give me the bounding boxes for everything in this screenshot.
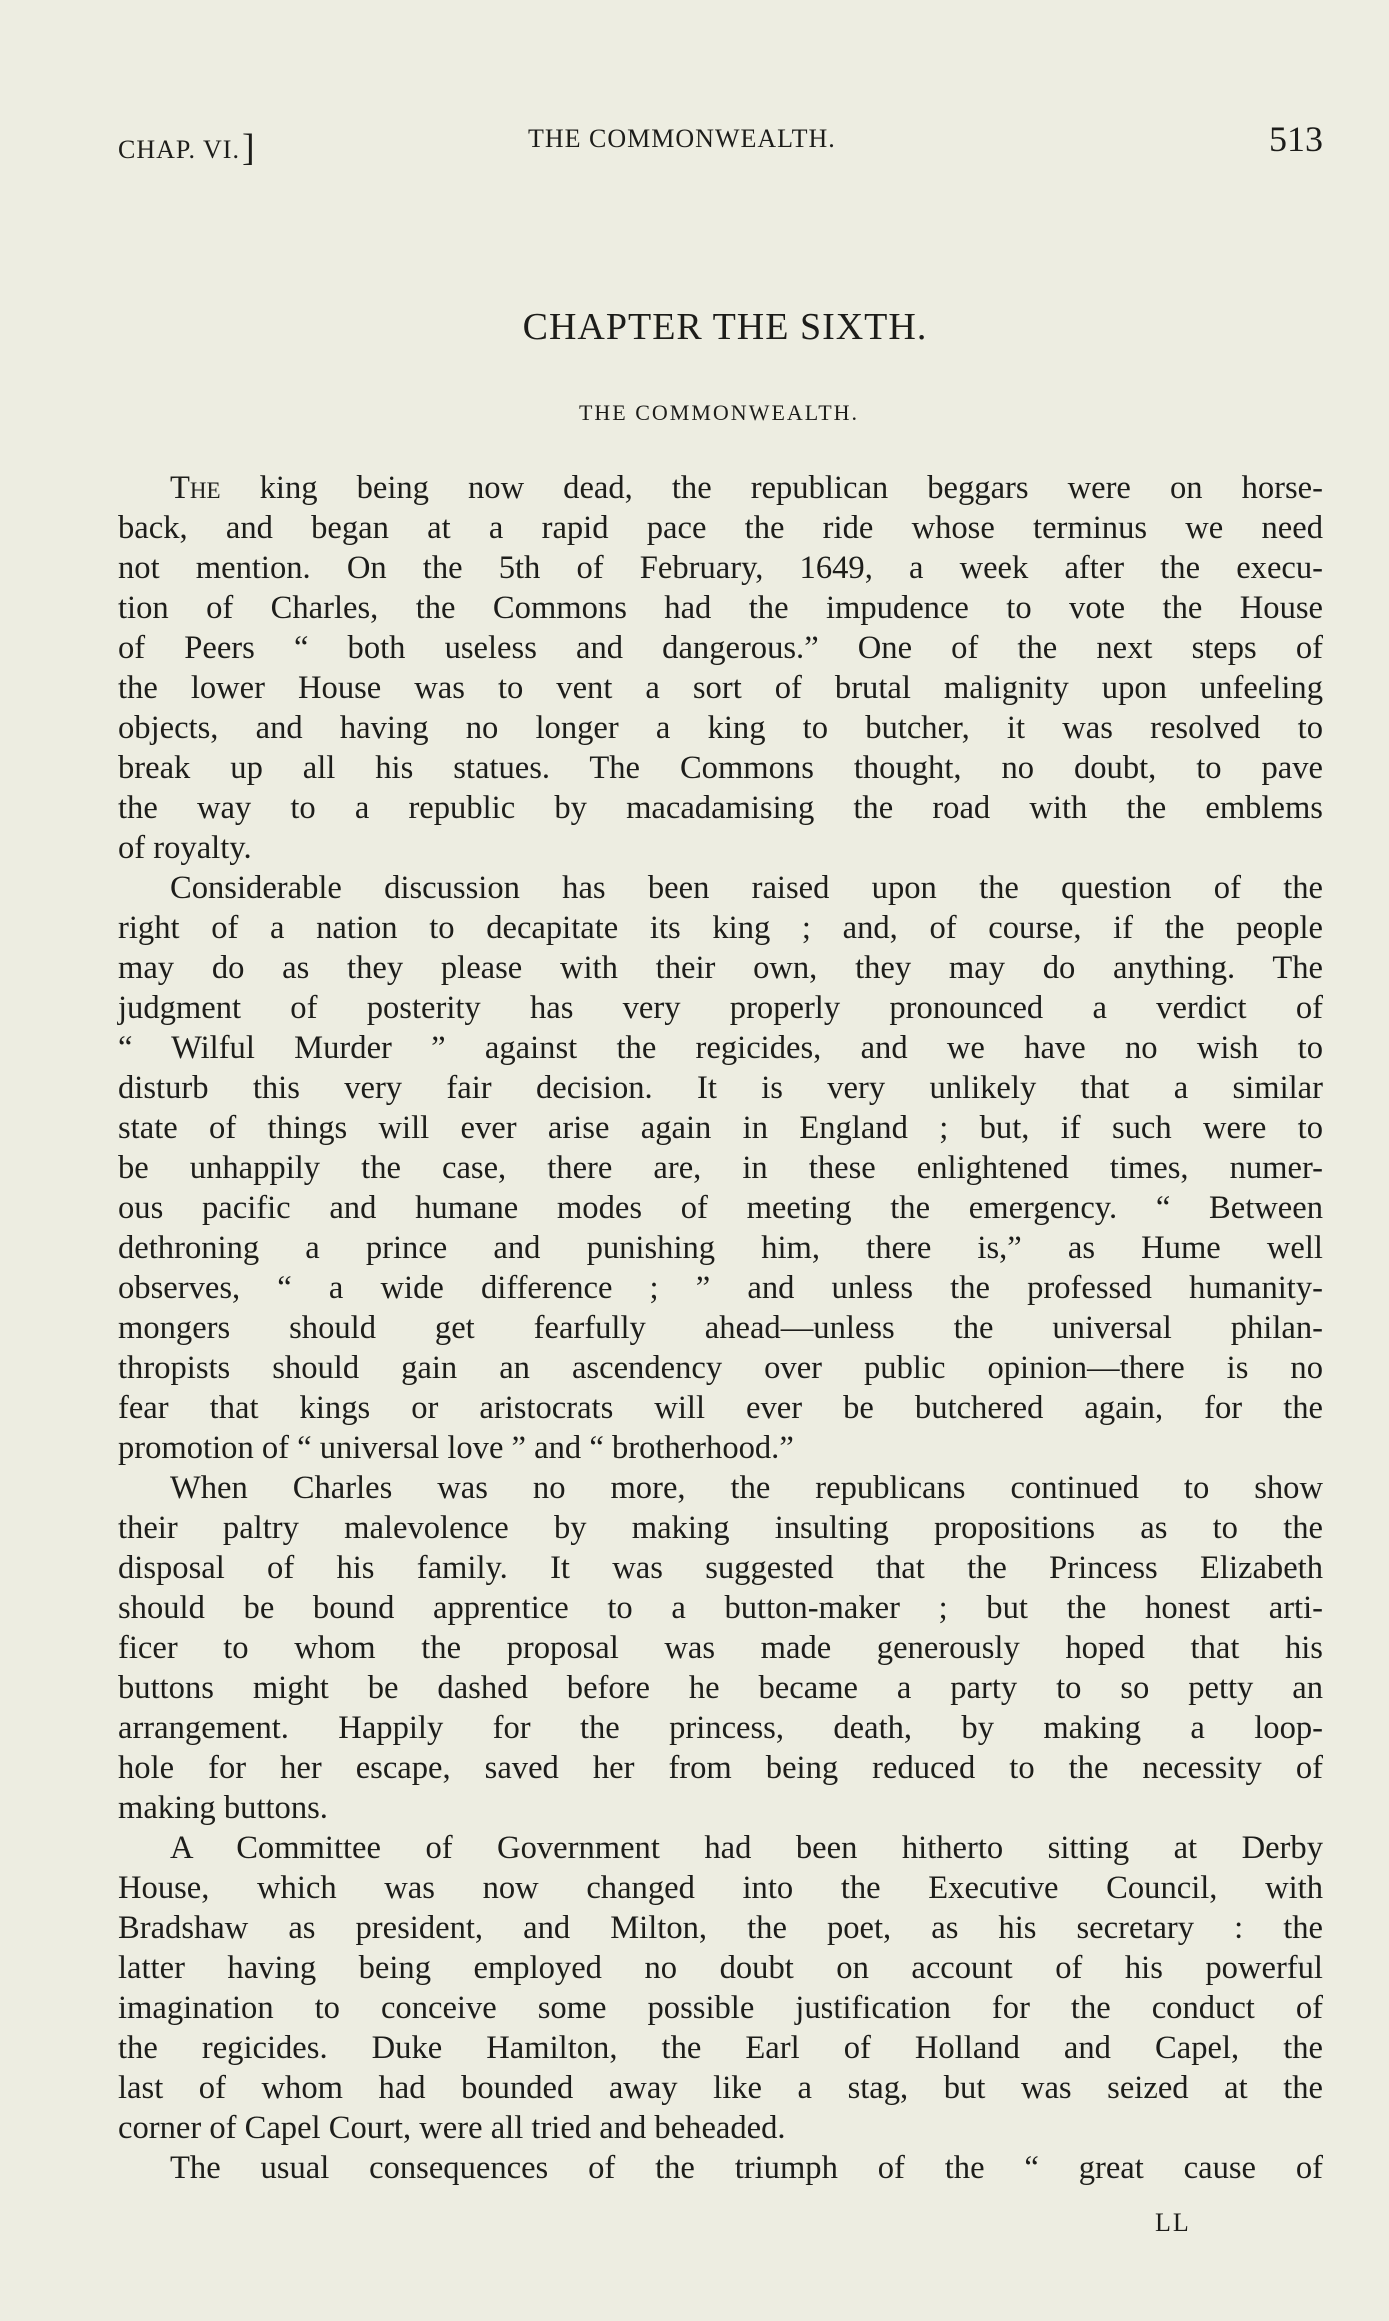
text-line: hole for her escape, saved her from being reduced to the necessity of xyxy=(118,1750,1323,1786)
signature-mark: LL xyxy=(1155,2208,1191,2237)
line-text: king being now dead, the republican beggars were on horse- xyxy=(220,470,1323,506)
text-line: should be bound apprentice to a button-maker ; but the honest arti- xyxy=(118,1590,1323,1626)
text-line: be unhappily the case, there are, in these enlightened times, numer- xyxy=(118,1150,1323,1186)
text-line: fear that kings or aristocrats will ever be butchered again, for the xyxy=(118,1390,1323,1426)
text-line: arrangement. Happily for the princess, death, by making a loop- xyxy=(118,1710,1323,1746)
text-line: state of things will ever arise again in England ; but, if such were to xyxy=(118,1110,1323,1146)
text-line: ous pacific and humane modes of meeting the emergency. “ Between xyxy=(118,1190,1323,1226)
text-line: disturb this very fair decision. It is very unlikely that a similar xyxy=(118,1070,1323,1106)
text-line: right of a nation to decapitate its king ; and, of course, if the people xyxy=(118,910,1323,946)
text-line: latter having being employed no doubt on account of his powerful xyxy=(118,1950,1323,1986)
bracket-mark: ] xyxy=(241,127,256,169)
running-title: THE COMMONWEALTH. xyxy=(528,124,836,153)
text-line: promotion of “ universal love ” and “ brotherhood.” xyxy=(118,1430,794,1466)
text-line: “ Wilful Murder ” against the regicides, and we have no wish to xyxy=(118,1030,1323,1066)
text-line: ficer to whom the proposal was made generously hoped that his xyxy=(118,1630,1323,1666)
text-line: When Charles was no more, the republicans continued to show xyxy=(170,1470,1323,1506)
text-line: imagination to conceive some possible justification for the conduct of xyxy=(118,1990,1323,2026)
text-line: the regicides. Duke Hamilton, the Earl of Holland and Capel, the xyxy=(118,2030,1323,2066)
text-line: mongers should get fearfully ahead—unless the universal philan- xyxy=(118,1310,1323,1346)
text-line: of royalty. xyxy=(118,830,252,866)
text-line: Considerable discussion has been raised upon the question of the xyxy=(170,870,1323,906)
text-line: of Peers “ both useless and dangerous.” One of the next steps of xyxy=(118,630,1323,666)
text-line: corner of Capel Court, were all tried and beheaded. xyxy=(118,2110,786,2146)
text-line: making buttons. xyxy=(118,1790,328,1826)
running-head xyxy=(118,118,1323,168)
chapter-subtitle: THE COMMONWEALTH. xyxy=(578,400,860,425)
text-line: House, which was now changed into the Executive Council, with xyxy=(118,1870,1323,1906)
text-line: buttons might be dashed before he became a party to so petty an xyxy=(118,1670,1323,1706)
body-text xyxy=(118,468,1323,2188)
text-line xyxy=(118,468,1323,508)
text-line: judgment of posterity has very properly pronounced a verdict of xyxy=(118,990,1323,1026)
text-line: objects, and having no longer a king to butcher, it was resolved to xyxy=(118,710,1323,746)
page-number: 513 xyxy=(1269,119,1323,159)
text-line: A Committee of Government had been hitherto sitting at Derby xyxy=(170,1830,1323,1866)
text-line: observes, “ a wide difference ; ” and unless the professed humanity- xyxy=(118,1270,1323,1306)
text-line: back, and began at a rapid pace the ride whose terminus we need xyxy=(118,510,1323,546)
text-line: The usual consequences of the triumph of the “ great cause of xyxy=(170,2150,1323,2186)
text-line: last of whom had bounded away like a stag, but was seized at the xyxy=(118,2070,1323,2106)
opening-word: The xyxy=(170,470,221,506)
text-line: the lower House was to vent a sort of brutal malignity upon unfeeling xyxy=(118,670,1323,706)
chapter-reference: CHAP. VI.] xyxy=(118,127,256,169)
chapter-title: CHAPTER THE SIXTH. xyxy=(522,306,928,348)
text-line: dethroning a prince and punishing him, there is,” as Hume well xyxy=(118,1230,1323,1266)
text-line: not mention. On the 5th of February, 1649, a week after the execu- xyxy=(118,550,1323,586)
text-line: thropists should gain an ascendency over public opinion—there is no xyxy=(118,1350,1323,1386)
text-line: the way to a republic by macadamising the road with the emblems xyxy=(118,790,1323,826)
text-line: may do as they please with their own, they may do anything. The xyxy=(118,950,1323,986)
text-line: tion of Charles, the Commons had the impudence to vote the House xyxy=(118,590,1323,626)
text-line: their paltry malevolence by making insulting propositions as to the xyxy=(118,1510,1323,1546)
text-line: Bradshaw as president, and Milton, the poet, as his secretary : the xyxy=(118,1910,1323,1946)
text-line: disposal of his family. It was suggested that the Princess Elizabeth xyxy=(118,1550,1323,1586)
text-line: break up all his statues. The Commons thought, no doubt, to pave xyxy=(118,750,1323,786)
